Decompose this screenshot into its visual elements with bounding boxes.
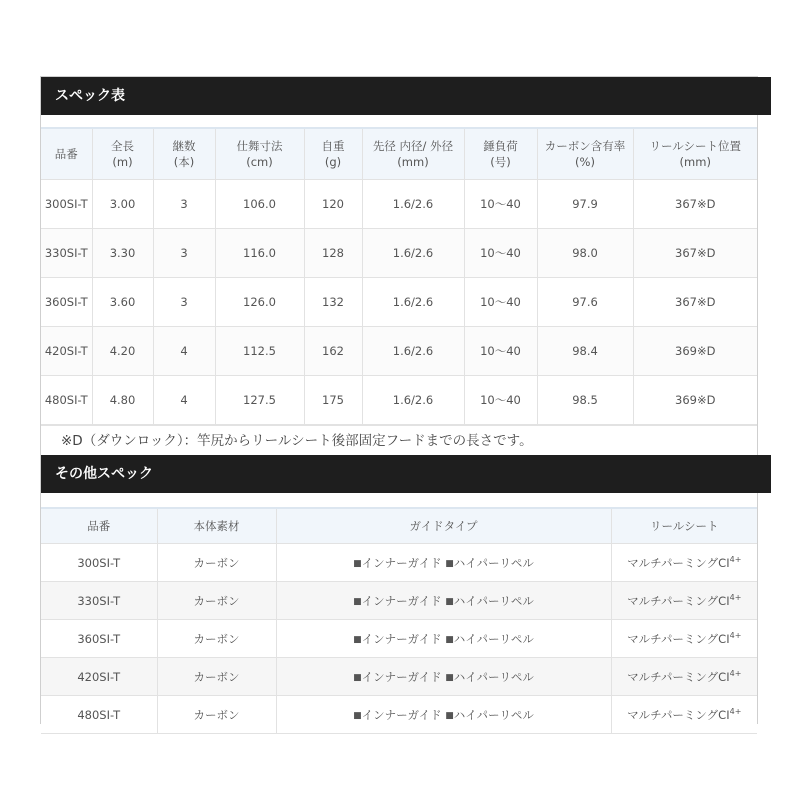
column-header-label: 品番 xyxy=(54,147,78,161)
material-cell: カーボン xyxy=(157,696,276,734)
guide-type-label: ハイパーリペル xyxy=(453,555,534,570)
spec-cell: 3.60 xyxy=(92,278,153,327)
other-row xyxy=(41,544,757,582)
spec-row xyxy=(41,327,757,376)
spec-column-header xyxy=(215,128,304,180)
spec-table xyxy=(41,127,757,425)
guide-type-label: ハイパーリペル xyxy=(453,631,534,646)
other-row xyxy=(41,620,757,658)
column-header-label: カーボン含有率 xyxy=(544,139,626,153)
spec-row xyxy=(41,278,757,327)
spec-cell: 132 xyxy=(304,278,362,327)
column-header-label: 錘負荷 xyxy=(483,139,518,153)
spec-cell: 10～40 xyxy=(464,376,537,425)
model-number-cell: 420SI-T xyxy=(41,327,92,376)
column-header-unit: (mm) xyxy=(397,155,429,169)
spec-row xyxy=(41,376,757,425)
spec-cell: 4 xyxy=(153,327,215,376)
spec-cell: 4.80 xyxy=(92,376,153,425)
other-row xyxy=(41,696,757,734)
reel-seat-label: マルチパーミングCI xyxy=(627,707,730,722)
spec-cell: 175 xyxy=(304,376,362,425)
other-row xyxy=(41,658,757,696)
column-header-label: 継数 xyxy=(172,139,196,153)
spec-cell: 369※D xyxy=(633,327,757,376)
reel-seat-superscript: 4+ xyxy=(729,668,742,678)
spec-cell: 97.9 xyxy=(537,180,633,229)
spec-cell: 162 xyxy=(304,327,362,376)
spec-column-header xyxy=(92,128,153,180)
reel-seat-cell xyxy=(611,658,757,696)
column-header-label: 仕舞寸法 xyxy=(236,139,283,153)
spec-cell: 1.6/2.6 xyxy=(362,180,464,229)
guide-type-label: インナーガイド xyxy=(361,555,442,570)
reel-seat-cell xyxy=(611,620,757,658)
spec-row xyxy=(41,180,757,229)
other-column-header: 品番 xyxy=(41,508,157,544)
spec-cell: 4.20 xyxy=(92,327,153,376)
model-number-cell: 300SI-T xyxy=(41,544,157,582)
guide-type-cell xyxy=(276,582,611,620)
spec-cell: 10～40 xyxy=(464,180,537,229)
other-column-header: ガイドタイプ xyxy=(276,508,611,544)
spec-cell: 1.6/2.6 xyxy=(362,278,464,327)
spec-column-header xyxy=(633,128,757,180)
material-cell: カーボン xyxy=(157,658,276,696)
column-header-label: 全長 xyxy=(111,139,134,153)
spec-cell: 367※D xyxy=(633,278,757,327)
spec-column-header xyxy=(304,128,362,180)
bullet-square-icon: ■ xyxy=(445,710,454,721)
bullet-square-icon: ■ xyxy=(353,558,362,569)
model-number-cell: 420SI-T xyxy=(41,658,157,696)
spec-section-title: スペック表 xyxy=(41,77,771,115)
bullet-square-icon: ■ xyxy=(353,672,362,683)
guide-type-label: ハイパーリペル xyxy=(453,707,534,722)
spec-cell: 98.4 xyxy=(537,327,633,376)
spec-cell: 10～40 xyxy=(464,278,537,327)
other-column-header: リールシート xyxy=(611,508,757,544)
guide-type-label: インナーガイド xyxy=(361,593,442,608)
other-spec-section-title: その他スペック xyxy=(41,455,771,493)
reel-seat-superscript: 4+ xyxy=(729,592,742,602)
spec-cell: 3 xyxy=(153,278,215,327)
spec-column-header xyxy=(41,128,92,180)
spec-cell: 3.00 xyxy=(92,180,153,229)
spec-column-header xyxy=(537,128,633,180)
guide-type-label: ハイパーリペル xyxy=(453,669,534,684)
model-number-cell: 330SI-T xyxy=(41,229,92,278)
spec-cell: 3 xyxy=(153,229,215,278)
spec-container xyxy=(40,76,758,724)
reel-seat-cell xyxy=(611,544,757,582)
column-header-unit: (mm) xyxy=(679,155,711,169)
material-cell: カーボン xyxy=(157,544,276,582)
spec-cell: 1.6/2.6 xyxy=(362,229,464,278)
bullet-square-icon: ■ xyxy=(445,634,454,645)
spec-column-header xyxy=(153,128,215,180)
spec-cell: 98.0 xyxy=(537,229,633,278)
guide-type-label: インナーガイド xyxy=(361,669,442,684)
spec-cell: 4 xyxy=(153,376,215,425)
guide-type-cell xyxy=(276,696,611,734)
spec-cell: 1.6/2.6 xyxy=(362,376,464,425)
bullet-square-icon: ■ xyxy=(353,710,362,721)
spec-cell: 127.5 xyxy=(215,376,304,425)
spec-row xyxy=(41,229,757,278)
spec-cell: 3.30 xyxy=(92,229,153,278)
spec-cell: 116.0 xyxy=(215,229,304,278)
guide-type-cell xyxy=(276,544,611,582)
reel-seat-label: マルチパーミングCI xyxy=(627,555,730,570)
column-header-unit: (m) xyxy=(112,155,133,169)
spec-column-header xyxy=(362,128,464,180)
column-header-label: リールシート位置 xyxy=(649,139,741,153)
column-header-unit: (cm) xyxy=(246,155,273,169)
reel-seat-superscript: 4+ xyxy=(729,630,742,640)
spec-cell: 369※D xyxy=(633,376,757,425)
spec-footnote: ※D（ダウンロック）：竿尻からリールシート後部固定フードまでの長さです。 xyxy=(41,425,757,455)
bullet-square-icon: ■ xyxy=(445,672,454,683)
guide-type-label: インナーガイド xyxy=(361,707,442,722)
reel-seat-superscript: 4+ xyxy=(729,554,742,564)
spec-cell: 1.6/2.6 xyxy=(362,327,464,376)
reel-seat-label: マルチパーミングCI xyxy=(627,631,730,646)
spec-cell: 367※D xyxy=(633,180,757,229)
spec-cell: 106.0 xyxy=(215,180,304,229)
other-row xyxy=(41,582,757,620)
column-header-label: 先径 内径/ 外径 xyxy=(372,139,454,153)
reel-seat-cell xyxy=(611,582,757,620)
spec-cell: 3 xyxy=(153,180,215,229)
bullet-square-icon: ■ xyxy=(353,596,362,607)
column-header-unit: (号) xyxy=(490,155,511,169)
reel-seat-label: マルチパーミングCI xyxy=(627,593,730,608)
spec-cell: 112.5 xyxy=(215,327,304,376)
model-number-cell: 330SI-T xyxy=(41,582,157,620)
model-number-cell: 480SI-T xyxy=(41,696,157,734)
spec-cell: 128 xyxy=(304,229,362,278)
column-header-unit: (g) xyxy=(324,155,342,169)
model-number-cell: 480SI-T xyxy=(41,376,92,425)
spec-cell: 126.0 xyxy=(215,278,304,327)
guide-type-cell xyxy=(276,620,611,658)
spec-cell: 10～40 xyxy=(464,327,537,376)
guide-type-label: ハイパーリペル xyxy=(453,593,534,608)
column-header-unit: (本) xyxy=(173,155,195,169)
model-number-cell: 360SI-T xyxy=(41,620,157,658)
column-header-label: 自重 xyxy=(321,139,345,153)
spec-column-header xyxy=(464,128,537,180)
model-number-cell: 300SI-T xyxy=(41,180,92,229)
material-cell: カーボン xyxy=(157,582,276,620)
bullet-square-icon: ■ xyxy=(445,596,454,607)
spec-cell: 10～40 xyxy=(464,229,537,278)
bullet-square-icon: ■ xyxy=(445,558,454,569)
reel-seat-superscript: 4+ xyxy=(729,706,742,716)
model-number-cell: 360SI-T xyxy=(41,278,92,327)
other-column-header: 本体素材 xyxy=(157,508,276,544)
spec-cell: 120 xyxy=(304,180,362,229)
material-cell: カーボン xyxy=(157,620,276,658)
spec-cell: 97.6 xyxy=(537,278,633,327)
bullet-square-icon: ■ xyxy=(353,634,362,645)
spec-cell: 98.5 xyxy=(537,376,633,425)
reel-seat-label: マルチパーミングCI xyxy=(627,669,730,684)
spec-cell: 367※D xyxy=(633,229,757,278)
other-spec-table xyxy=(41,507,757,734)
reel-seat-cell xyxy=(611,696,757,734)
guide-type-cell xyxy=(276,658,611,696)
guide-type-label: インナーガイド xyxy=(361,631,442,646)
column-header-unit: (%) xyxy=(575,155,595,169)
